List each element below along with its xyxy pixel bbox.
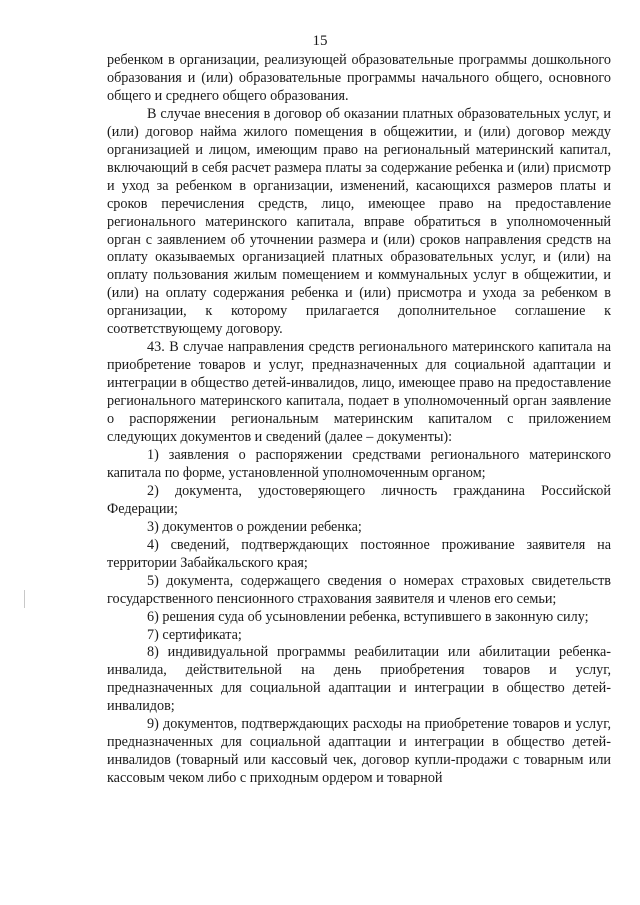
page-number: 15 — [312, 33, 328, 49]
paragraph-continuation: ребенком в организации, реализующей образовательные программы дошкольного образования и (или) образовательные программы начального общего, основного общего и среднего общего образования. — [107, 52, 611, 104]
list-item-9: 9) документов, подтверждающих расходы на приобретение товаров и услуг, предназначенных для социальной адаптации и интеграции в общество детей-инвалидов (товарный или кассовый чек, договор купли-продажи с товарным или кассовым чеком либо с приходным ордером и товарной — [107, 716, 611, 787]
list-item-5: 5) документа, содержащего сведения о номерах страховых свидетельств государственного пенсионного страхования заявителя и членов его семьи; — [107, 572, 611, 607]
list-item-2: 2) документа, удостоверяющего личность гражданина Российской Федерации; — [107, 482, 611, 517]
list-item-3: 3) документов о рождении ребенка; — [147, 518, 362, 535]
paragraph-contract-changes: В случае внесения в договор об оказании платных образовательных услуг, и (или) договор найма жилого помещения в общежитии, и (или) договор между организацией и лицом, имеющим право на региональный материнский капитал, включающий в себя расчет размера платы за содержание ребенка и (или) присмотр и уход за ребенком в организации, изменений, касающихся размеров платы и сроков перечисления средств, лицо, имеющее право на предоставление регионального материнского капитала, вправе обратиться в уполномоченный орган с заявлением об уточнении размера и (или) сроков направления средств на оплату оказываемых организацией платных образовательных услуг, и (или) на оплату пользования жилым помещением и коммунальных услуг в общежитии, и (или) на оплату содержания ребенка и (или) присмотра и ухода за ребенком в организации, к которому прилагается дополнительное соглашение к соответствующему договору. — [107, 105, 611, 338]
document-body — [107, 52, 611, 788]
list-item-1: 1) заявления о распоряжении средствами регионального материнского капитала по форме, установленной уполномоченным органом; — [107, 446, 611, 481]
list-item-7: 7) сертификата; — [147, 626, 242, 643]
list-item-8: 8) индивидуальной программы реабилитации или абилитации ребенка-инвалида, действительной на день приобретения товаров и услуг, предназначенных для социальной адаптации и интеграции в общество детей-инвалидов; — [107, 644, 611, 715]
list-item-6: 6) решения суда об усыновлении ребенка, вступившего в законную силу; — [147, 608, 589, 625]
list-item-4: 4) сведений, подтверждающих постоянное проживание заявителя на территории Забайкальского края; — [107, 536, 611, 571]
margin-mark — [24, 590, 25, 608]
paragraph-clause-43: 43. В случае направления средств регионального материнского капитала на приобретение товаров и услуг, предназначенных для социальной адаптации и интеграции в общество детей-инвалидов, лицо, имеющее право на предоставление регионального материнского капитала, подает в уполномоченный орган заявление о распоряжении региональным материнским капиталом с приложением следующих документов и сведений (далее – документы): — [107, 339, 611, 446]
